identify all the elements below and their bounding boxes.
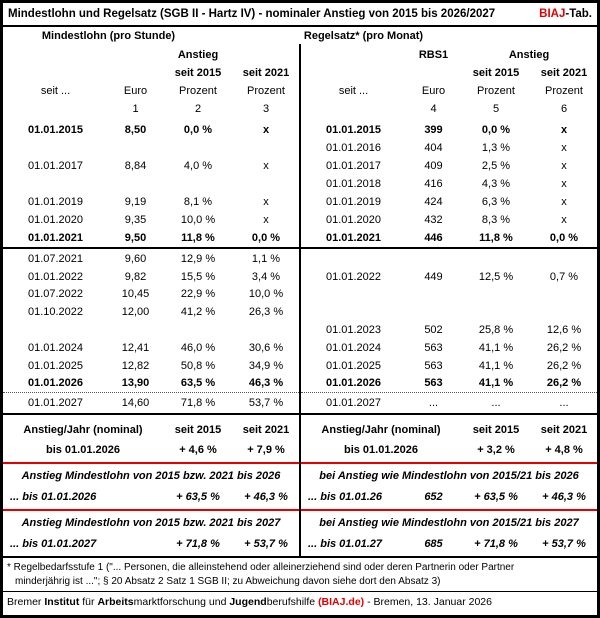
page-title: Mindestlohn und Regelsatz (SGB II - Hartz IV) - nominaler Anstieg von 2015 bis 2026/2027 [8, 8, 496, 20]
header-euro: Euro [421, 85, 446, 97]
cell-euro: 8,50 [124, 124, 147, 136]
cell-pct-seit-2021: 53,7 % [248, 397, 284, 409]
header-row [3, 100, 299, 118]
cell-euro: 416 [424, 178, 443, 190]
col-number: 3 [262, 103, 270, 115]
cell-date: 01.01.2020 [27, 214, 84, 226]
title-bar [3, 3, 597, 27]
header-row [301, 100, 597, 118]
summary-value: + 63,5 % [474, 491, 518, 503]
cell-date: 01.01.2015 [27, 124, 84, 136]
col-number: 6 [560, 103, 568, 115]
cell-date: 01.01.2023 [325, 324, 382, 337]
table-row [3, 303, 299, 321]
cell-date: 01.01.2026 [27, 377, 84, 390]
header-row [3, 64, 299, 82]
cell-pct-seit-2015: 4,0 % [183, 160, 213, 172]
col-number: 1 [132, 103, 139, 115]
table-row [301, 193, 597, 211]
cell-euro: 9,19 [124, 196, 147, 208]
header-rbs1: RBS1 [418, 49, 449, 61]
cell-date: 01.01.2027 [325, 397, 382, 409]
summary-label: ... bis 01.01.27 [308, 538, 382, 550]
cell-euro: 404 [424, 142, 443, 154]
cell-date: 01.01.2022 [27, 270, 84, 283]
table-row [301, 157, 597, 175]
header-euro: Euro [123, 85, 148, 97]
mindestlohn-headers [3, 44, 299, 118]
table-row [3, 193, 299, 211]
footer-text-segment: Jugend [229, 596, 267, 608]
cell-pct-seit-2015: 8,1 % [183, 196, 213, 208]
table-row [3, 393, 299, 413]
table-row [3, 357, 299, 375]
cell-date: 01.01.2018 [325, 178, 382, 190]
cell-euro: 432 [424, 214, 443, 226]
summary-value: + 7,9 % [247, 444, 285, 456]
cell-pct-seit-2021: 1,1 % [251, 252, 281, 265]
summary-label: Anstieg/Jahr (nominal) [321, 424, 441, 436]
cell-euro: 9,60 [124, 252, 147, 265]
summary-value: + 71,8 % [176, 538, 220, 550]
cell-date: 01.01.2024 [325, 341, 382, 354]
footer-text-segment: für [79, 596, 98, 608]
cell-euro: 12,41 [121, 341, 150, 354]
table-row [3, 268, 299, 286]
summary-label: Anstieg/Jahr (nominal) [23, 424, 143, 436]
table-row [3, 286, 299, 304]
footnote-line-2: minderjährig ist ..."; § 20 Absatz 2 Satz 1 SGB II; zu Abweichung davon siehe dort den Absatz 3) [15, 576, 441, 587]
summary-row [3, 487, 299, 507]
summary-value: + 46,3 % [542, 491, 586, 503]
cell-pct-seit-2021: x [560, 124, 568, 136]
table-row [3, 211, 299, 229]
summary-title: bei Anstieg wie Mindestlohn von 2015/21 bis 2026 [319, 470, 579, 482]
regelsatz-headers [301, 44, 597, 118]
cell-euro: 9,50 [124, 232, 147, 244]
regelsatz-column [301, 44, 597, 558]
cell-date: 01.01.2015 [325, 124, 382, 136]
cell-pct-seit-2021: x [561, 142, 567, 154]
cell-euro: 8,84 [124, 160, 147, 172]
mindestlohn-anstieg-2026-block [3, 464, 299, 511]
regelsatz-section-2021-2026 [301, 249, 597, 393]
cell-date: 01.01.2017 [27, 160, 84, 172]
cell-euro: 563 [424, 341, 443, 354]
header-seit: seit ... [338, 85, 369, 97]
summary-header: seit 2021 [242, 424, 290, 436]
cell-pct-seit-2021: 0,0 % [251, 232, 281, 244]
cell-pct-seit-2015: 4,3 % [481, 178, 511, 190]
summary-header: seit 2021 [540, 424, 588, 436]
footer-text-segment: marktforschung und [133, 596, 230, 608]
header-seit-2021: seit 2021 [540, 67, 588, 79]
cell-pct-seit-2015: 41,2 % [180, 306, 216, 319]
cell-pct-seit-2021: 46,3 % [248, 377, 284, 390]
cell-euro: 424 [424, 196, 443, 208]
cell-euro: 446 [424, 232, 443, 244]
cell-pct-seit-2021: 0,0 % [549, 232, 579, 244]
cell-pct-seit-2015: 1,3 % [481, 142, 511, 154]
cell-euro: 14,60 [121, 397, 150, 409]
summary-row [301, 420, 597, 440]
summary-label: ... bis 01.01.2027 [10, 538, 97, 550]
table-row [3, 250, 299, 268]
mindestlohn-column [3, 44, 299, 558]
cell-pct-seit-2021: 26,2 % [546, 341, 582, 354]
cell-pct-seit-2015: 22,9 % [180, 288, 216, 301]
summary-value: + 63,5 % [176, 491, 220, 503]
header-row [3, 82, 299, 100]
header-anstieg: Anstieg [508, 49, 550, 61]
cell-euro: 563 [424, 359, 443, 372]
cell-euro: 12,00 [121, 306, 150, 319]
table-row [301, 250, 597, 268]
summary-value: + 3,2 % [477, 444, 515, 456]
table-row [3, 339, 299, 357]
cell-pct-seit-2015: 8,3 % [481, 214, 511, 226]
summary-header: seit 2015 [174, 424, 222, 436]
table-row [301, 357, 597, 375]
cell-euro: ... [428, 397, 439, 409]
cell-date: 01.01.2016 [325, 142, 382, 154]
mindestlohn-section-2027 [3, 393, 299, 415]
cell-date: 01.01.2019 [27, 196, 84, 208]
footer-brand-link: (BIAJ.de) [318, 596, 365, 608]
table-row [301, 268, 597, 286]
table-row [301, 303, 597, 321]
summary-label: ... bis 01.01.2026 [10, 491, 97, 503]
summary-euro: 652 [424, 491, 443, 503]
cell-date: 01.01.2020 [325, 214, 382, 226]
regelsatz-section-2027 [301, 393, 597, 415]
table-body [3, 44, 597, 558]
cell-euro: 399 [424, 124, 443, 136]
group-header-regelsatz: Regelsatz* (pro Monat) [303, 29, 424, 42]
summary-row [3, 534, 299, 554]
cell-pct-seit-2021: 12,6 % [546, 324, 582, 337]
cell-pct-seit-2015: 10,0 % [180, 214, 216, 226]
cell-date: 01.01.2026 [325, 377, 382, 390]
footer-text-segment: Arbeits [97, 596, 134, 608]
cell-date: 01.01.2025 [325, 359, 382, 372]
summary-row [3, 440, 299, 460]
table-row [3, 321, 299, 339]
cell-pct-seit-2021: 26,2 % [546, 359, 582, 372]
cell-date: 01.10.2022 [27, 306, 84, 319]
table-row [301, 121, 597, 139]
regelsatz-section-2015-2021 [301, 118, 597, 249]
cell-pct-seit-2015: 63,5 % [180, 377, 216, 390]
cell-date: 01.01.2021 [27, 232, 84, 244]
regelsatz-anstieg-2027-block [301, 511, 597, 558]
cell-pct-seit-2015: 11,8 % [181, 232, 215, 244]
footnote [3, 558, 597, 592]
cell-pct-seit-2021: x [263, 196, 269, 208]
cell-pct-seit-2021: ... [559, 397, 569, 409]
cell-pct-seit-2015: 0,0 % [183, 124, 213, 136]
summary-label: ... bis 01.01.26 [308, 491, 382, 503]
summary-value: + 4,8 % [545, 444, 583, 456]
cell-pct-seit-2015: 41,1 % [478, 377, 514, 390]
cell-pct-seit-2021: 10,0 % [248, 288, 284, 301]
table-row [3, 139, 299, 157]
column-group-headers [3, 27, 597, 44]
mindestlohn-anstieg-2027-block [3, 511, 299, 558]
cell-pct-seit-2021: 26,3 % [248, 306, 284, 319]
footer-text-segment: Institut [44, 596, 80, 608]
brand-label [539, 8, 592, 20]
cell-pct-seit-2021: x [561, 196, 567, 208]
cell-pct-seit-2021: x [561, 160, 567, 172]
cell-euro: 10,45 [121, 288, 150, 301]
summary-row [3, 420, 299, 440]
cell-pct-seit-2021: 26,2 % [546, 377, 582, 390]
footer-credit [3, 592, 597, 614]
cell-pct-seit-2015: 6,3 % [481, 196, 511, 208]
table-row [3, 175, 299, 193]
cell-euro: 9,82 [124, 270, 147, 283]
table-row [301, 139, 597, 157]
table-row [3, 157, 299, 175]
mindestlohn-section-2021-2026 [3, 249, 299, 393]
brand-biaj: BIAJ [539, 8, 566, 20]
summary-value: + 46,3 % [244, 491, 288, 503]
cell-euro: 13,90 [121, 377, 150, 390]
table-row [301, 393, 597, 413]
cell-euro: 12,82 [121, 359, 150, 372]
cell-pct-seit-2015: 71,8 % [180, 397, 216, 409]
summary-title: bei Anstieg wie Mindestlohn von 2015/21 bis 2027 [319, 517, 579, 529]
mindestlohn-section-2015-2021 [3, 118, 299, 249]
regelsatz-anstieg-jahr-block [301, 415, 597, 464]
table-row [301, 339, 597, 357]
cell-pct-seit-2015: 12,5 % [478, 270, 514, 283]
cell-pct-seit-2015: 12,9 % [180, 252, 216, 265]
header-prozent: Prozent [477, 85, 515, 97]
table-row [3, 229, 299, 247]
table-row [3, 121, 299, 139]
regelsatz-anstieg-2026-block [301, 464, 597, 511]
header-anstieg: Anstieg [177, 49, 219, 61]
summary-row [301, 487, 597, 507]
table-row [301, 286, 597, 304]
cell-pct-seit-2015: 15,5 % [180, 270, 216, 283]
cell-pct-seit-2015: 11,8 % [479, 232, 513, 244]
cell-euro: 502 [424, 324, 443, 337]
cell-pct-seit-2015: 0,0 % [481, 124, 511, 136]
cell-date: 01.01.2022 [325, 270, 382, 283]
cell-euro: 409 [424, 160, 443, 172]
table-row [301, 211, 597, 229]
cell-pct-seit-2021: x [263, 160, 269, 172]
cell-date: 01.07.2021 [27, 252, 84, 265]
cell-date: 01.01.2019 [325, 196, 382, 208]
mindestlohn-anstieg-jahr-block [3, 415, 299, 464]
cell-pct-seit-2021: 30,6 % [248, 341, 284, 354]
footer-text-segment: Bremer [7, 596, 45, 608]
cell-pct-seit-2021: x [561, 214, 567, 226]
cell-euro: 9,35 [124, 214, 147, 226]
table-row [301, 175, 597, 193]
footer-text-segment: - Bremen, 13. Januar 2026 [364, 596, 492, 608]
cell-pct-seit-2015: 50,8 % [180, 359, 216, 372]
col-number: 2 [194, 103, 202, 115]
summary-title: Anstieg Mindestlohn von 2015 bzw. 2021 bis 2026 [21, 470, 281, 482]
footer-text-segment: berufshilfe [266, 596, 319, 608]
footnote-line-1: * Regelbedarfsstufe 1 ("... Personen, die alleinstehend oder alleinerziehend sind oder deren Partnerin oder Partner [7, 562, 515, 573]
header-prozent: Prozent [247, 85, 285, 97]
cell-euro: 563 [424, 377, 443, 390]
summary-value: + 71,8 % [474, 538, 518, 550]
cell-date: 01.01.2024 [27, 341, 84, 354]
header-seit-2021: seit 2021 [242, 67, 290, 79]
summary-value: + 4,6 % [179, 444, 217, 456]
table-row [301, 321, 597, 339]
cell-date: 01.01.2025 [27, 359, 84, 372]
cell-pct-seit-2021: x [262, 124, 270, 136]
summary-label: bis 01.01.2026 [343, 444, 418, 456]
header-prozent: Prozent [179, 85, 217, 97]
table-row [3, 375, 299, 393]
cell-pct-seit-2015: 2,5 % [481, 160, 511, 172]
brand-suffix: -Tab. [565, 8, 592, 20]
header-row [301, 82, 597, 100]
cell-date: 01.07.2022 [27, 288, 84, 301]
cell-pct-seit-2021: 34,9 % [248, 359, 284, 372]
cell-pct-seit-2015: 25,8 % [478, 324, 514, 337]
summary-title: Anstieg Mindestlohn von 2015 bzw. 2021 bis 2027 [21, 517, 281, 529]
group-header-mindestlohn: Mindestlohn (pro Stunde) [41, 29, 176, 42]
col-number: 5 [492, 103, 500, 115]
cell-date: 01.01.2021 [325, 232, 382, 244]
summary-label: bis 01.01.2026 [45, 444, 120, 456]
summary-header: seit 2015 [472, 424, 520, 436]
header-prozent: Prozent [545, 85, 583, 97]
cell-pct-seit-2021: 3,4 % [251, 270, 281, 283]
col-number: 4 [430, 103, 437, 115]
cell-pct-seit-2021: x [263, 214, 269, 226]
header-row [301, 46, 597, 64]
header-row [301, 64, 597, 82]
cell-euro: 449 [424, 270, 443, 283]
header-seit-2015: seit 2015 [472, 67, 520, 79]
summary-value: + 53,7 % [542, 538, 586, 550]
cell-pct-seit-2015: 41,1 % [478, 341, 514, 354]
summary-row [301, 440, 597, 460]
cell-pct-seit-2021: x [561, 178, 567, 190]
header-seit-2015: seit 2015 [174, 67, 222, 79]
cell-date: 01.01.2027 [27, 397, 84, 409]
table-row [301, 229, 597, 247]
cell-pct-seit-2021: 0,7 % [549, 270, 579, 283]
cell-pct-seit-2015: 46,0 % [180, 341, 216, 354]
header-seit: seit ... [40, 85, 71, 97]
summary-euro: 685 [424, 538, 443, 550]
header-row [3, 46, 299, 64]
cell-pct-seit-2015: ... [491, 397, 501, 409]
cell-pct-seit-2015: 41,1 % [478, 359, 514, 372]
table-row [301, 375, 597, 393]
summary-row [301, 534, 597, 554]
cell-date: 01.01.2017 [325, 160, 382, 172]
summary-value: + 53,7 % [244, 538, 288, 550]
